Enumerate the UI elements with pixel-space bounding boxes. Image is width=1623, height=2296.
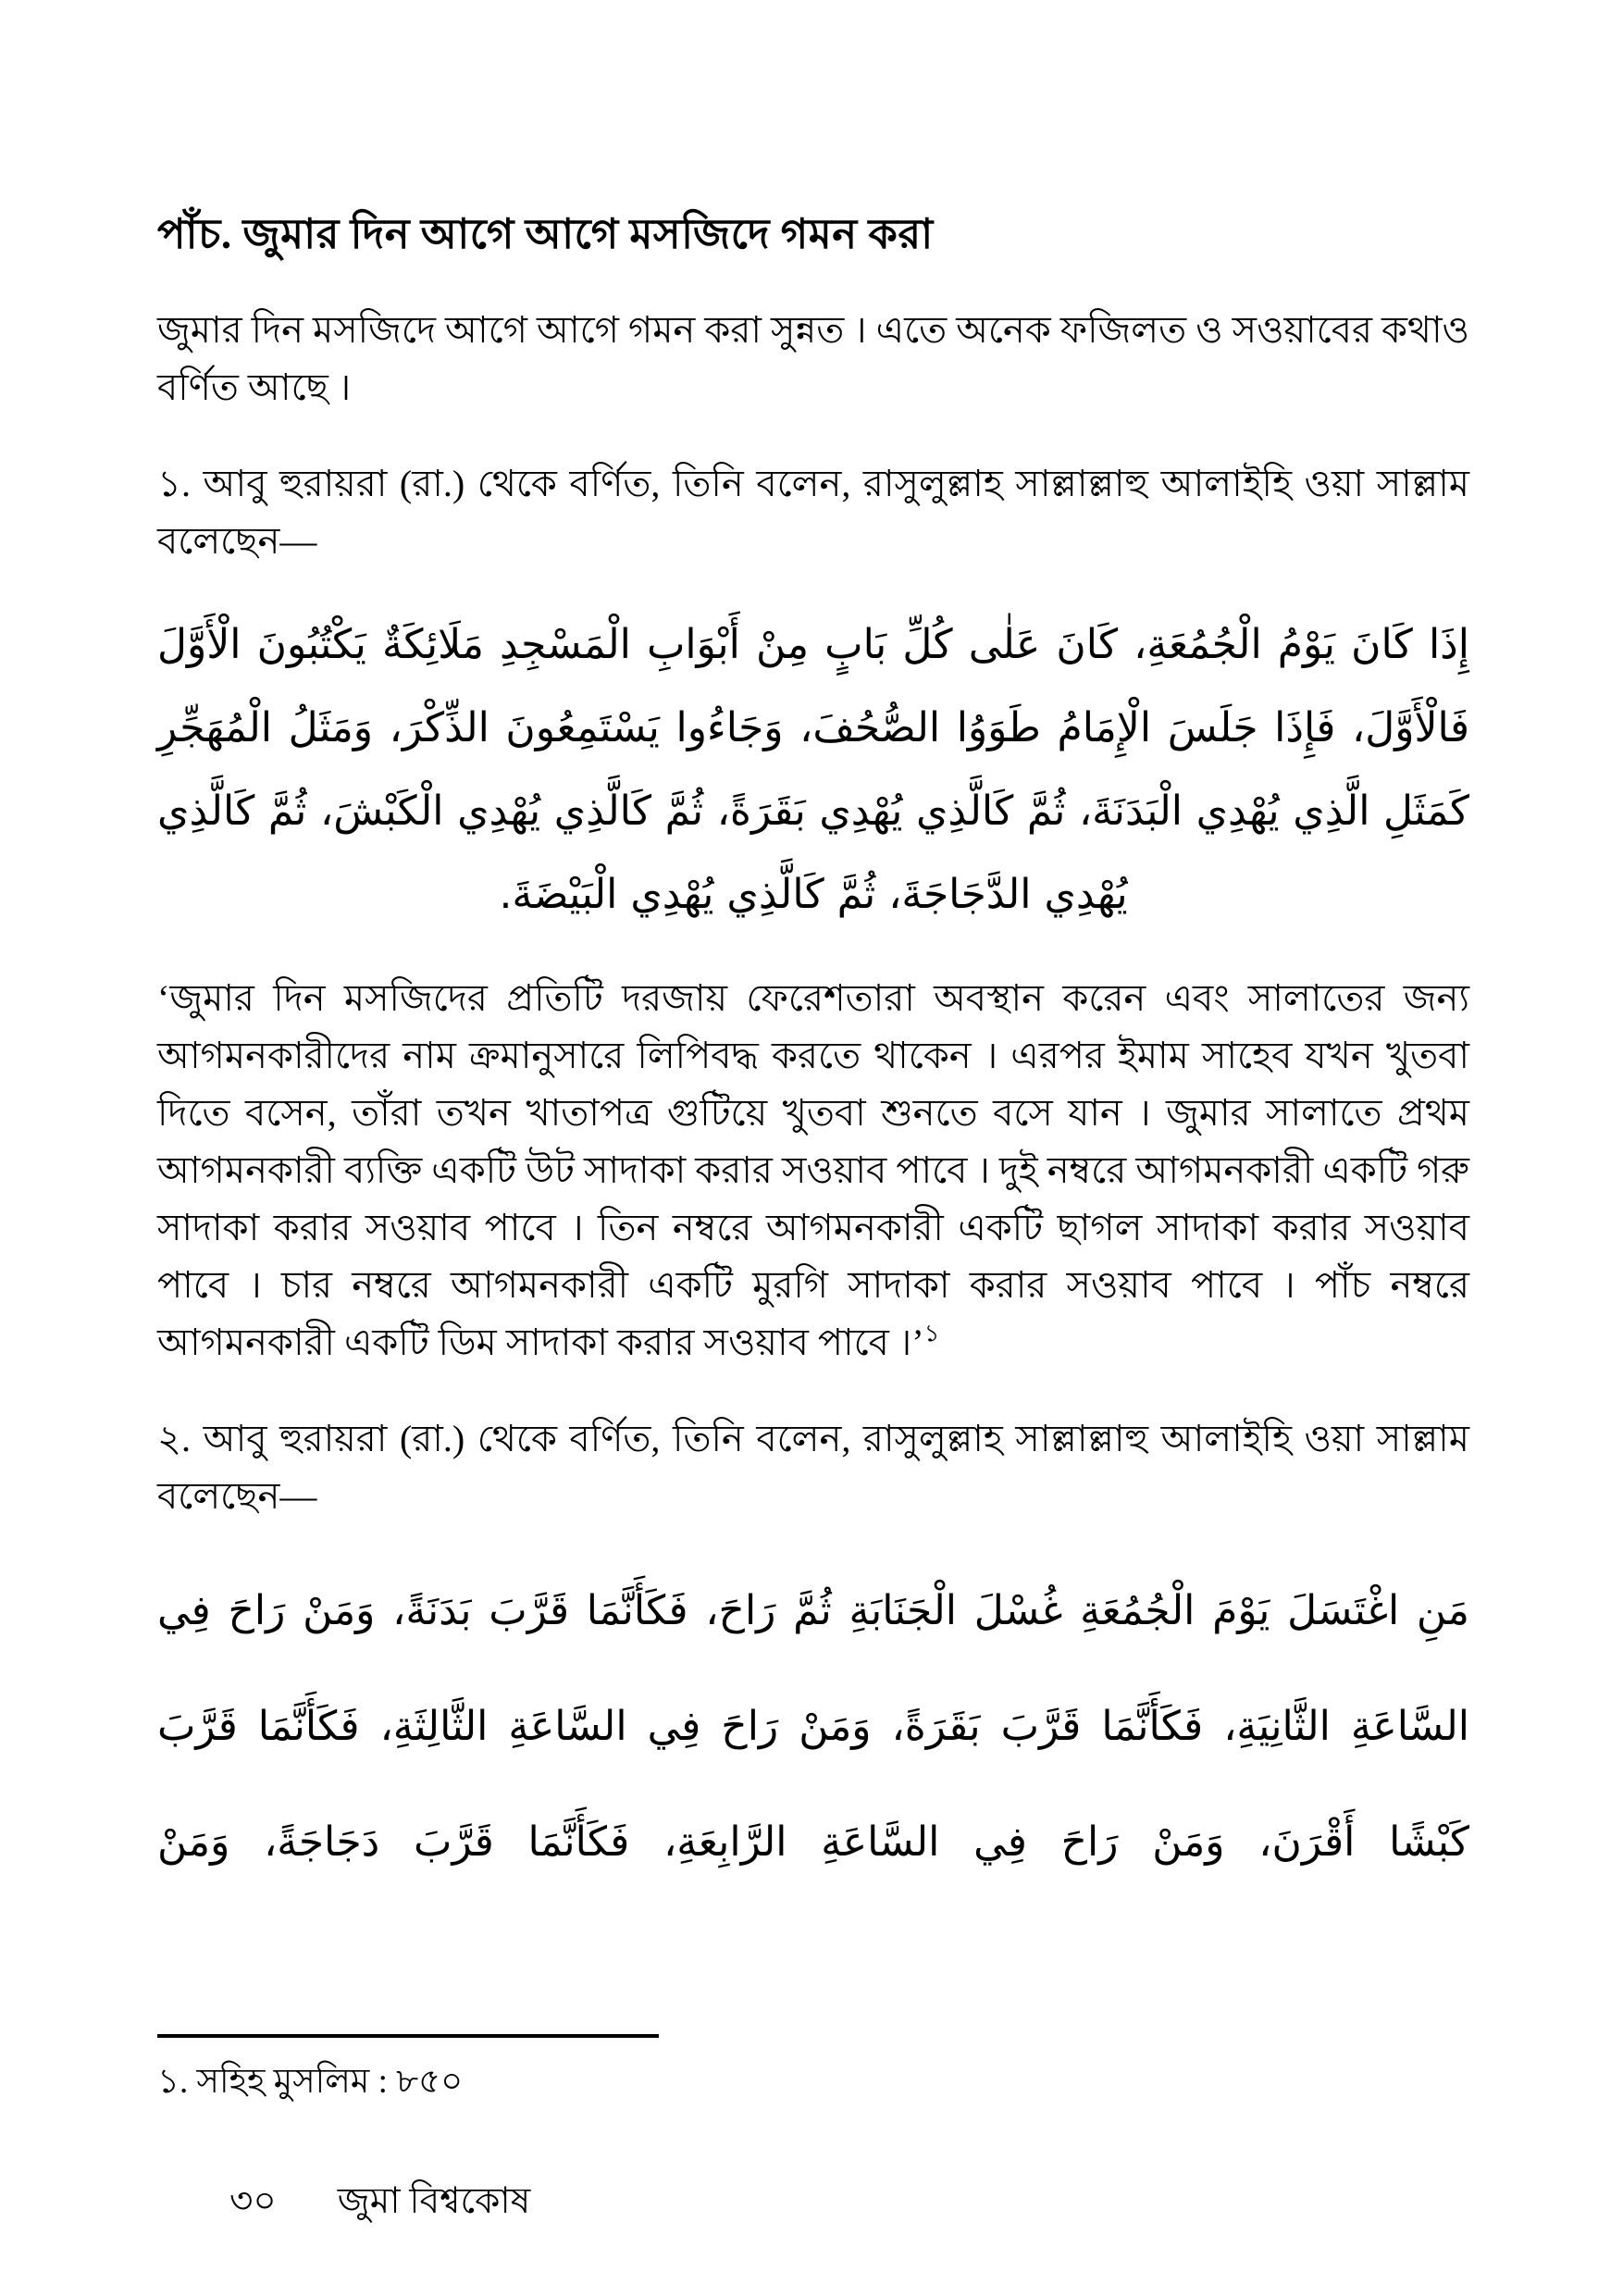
hadith-1-arabic-text: إِذَا كَانَ يَوْمُ الْجُمُعَةِ، كَانَ عَلٰى كُلِّ بَابٍ مِنْ أَبْوَابِ الْمَسْجِدِ مَلَائِكَةٌ يَكْتُبُونَ الْأَوَّلَ فَالْأَوَّلَ، فَإِذَا جَلَسَ الْإِمَامُ طَوَوُا الصُّحُفَ، وَجَاءُوا يَسْتَمِعُونَ الذِّكْرَ، وَمَثَلُ الْمُهَجِّرِ كَمَثَلِ الَّذِي يُهْدِي الْبَدَنَةَ، ثُمَّ كَالَّذِي يُهْدِي بَقَرَةً، ثُمَّ كَالَّذِي يُهْدِي الْكَبْشَ، ثُمَّ كَالَّذِي يُهْدِي الدَّجَاجَةَ، ثُمَّ كَالَّذِي يُهْدِي الْبَيْضَةَ. — [157, 621, 1469, 918]
hadith-1-translation-text: ‘জুমার দিন মসজিদের প্রতিটি দরজায় ফেরেশতারা অবস্থান করেন এবং সালাতের জন্য আগমনকারীদের নাম ক্রমানুসারে লিপিবদ্ধ করতে থাকেন । এরপর ইমাম সাহেব যখন খুতবা দিতে বসেন, তাঁরা তখন খাতাপত্র গুটিয়ে খুতবা শুনতে বসে যান । জুমার সালাতে প্রথম আগমনকারী ব্যক্তি একটি উট সাদাকা করার সওয়াব পাবে । দুই নম্বরে আগমনকারী একটি গরু সাদাকা করার সওয়াব পাবে । তিন নম্বরে আগমনকারী একটি ছাগল সাদাকা করার সওয়াব পাবে । চার নম্বরে আগমনকারী একটি মুরগি সাদাকা করার সওয়াব পাবে । পাঁচ নম্বরে আগমনকারী একটি ডিম সাদাকা করার সওয়াব পাবে ।’ — [157, 977, 1469, 1363]
page-number: ৩০ — [229, 2181, 277, 2221]
intro-paragraph: জুমার দিন মসজিদে আগে আগে গমন করা সুন্নত । এতে অনেক ফজিলত ও সওয়াবের কথাও বর্ণিত আছে । — [157, 309, 1469, 408]
hadith-2-arabic-text: مَنِ اغْتَسَلَ يَوْمَ الْجُمُعَةِ غُسْلَ الْجَنَابَةِ ثُمَّ رَاحَ، فَكَأَنَّمَا قَرَّبَ بَدَنَةً، وَمَنْ رَاحَ فِي السَّاعَةِ الثَّانِيَةِ، فَكَأَنَّمَا قَرَّبَ بَقَرَةً، وَمَنْ رَاحَ فِي السَّاعَةِ الثَّالِثَةِ، فَكَأَنَّمَا قَرَّبَ كَبْشًا أَقْرَنَ، وَمَنْ رَاحَ فِي السَّاعَةِ الرَّابِعَةِ، فَكَأَنَّمَا قَرَّبَ دَجَاجَةً، وَمَنْ — [157, 1587, 1469, 1866]
hadith-1-narration: ১. আবু হুরায়রা (রা.) থেকে বর্ণিত, তিনি বলেন, রাসুলুল্লাহ সাল্লাল্লাহু আলাইহি ওয়া সাল্লাম বলেছেন— — [157, 463, 1469, 562]
footnote-area — [157, 2034, 1471, 2106]
footnote-1: ১. সহিহ মুসলিম : ৮৫০ — [157, 2063, 464, 2101]
footnote-reference-1: ১ — [923, 1320, 940, 1347]
section-heading: পাঁচ. জুমার দিন আগে আগে মসজিদে গমন করা — [157, 211, 934, 257]
hadith-1-translation — [157, 970, 1469, 1371]
hadith-2-narration: ২. আবু হুরায়রা (রা.) থেকে বর্ণিত, তিনি বলেন, রাসুলুল্লাহ সাল্লাল্লাহু আলাইহি ওয়া সাল্লাম বলেছেন— — [157, 1418, 1469, 1517]
book-title: জুমা বিশ্বকোষ — [337, 2181, 531, 2221]
page-footer — [157, 2173, 1471, 2233]
footnote-separator-rule — [157, 2034, 659, 2038]
